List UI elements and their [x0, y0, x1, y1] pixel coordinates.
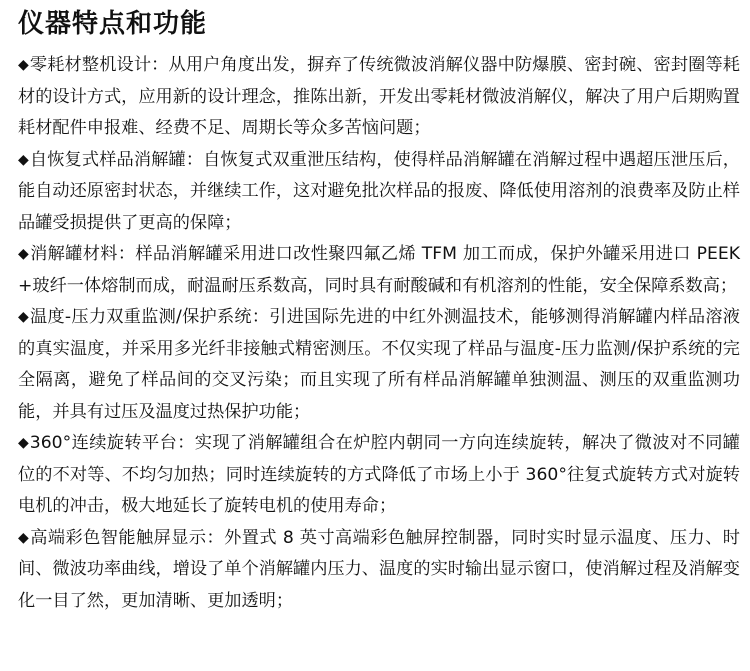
feature-list	[18, 50, 740, 617]
diamond-bullet-icon: ◆	[18, 529, 29, 546]
feature-item-self-recovering-vessel	[18, 145, 740, 240]
diamond-bullet-icon: ◆	[18, 246, 29, 262]
feature-text: 零耗材整机设计：从用户角度出发，摒弃了传统微波消解仪器中防爆膜、密封碗、密封圈等耗材的设计方式，应用新的设计理念，推陈出新，开发出零耗材微波消解仪，解决了用户后期购置耗材配件申报难、经费不足、周期长等众多苦恼问题；	[18, 55, 740, 138]
feature-text: 自恢复式样品消解罐：自恢复式双重泄压结构，使得样品消解罐在消解过程中遇超压泄压后，能自动还原密封状态，并继续工作，这对避免批次样品的报废、降低使用溶剂的浪费率及防止样品罐受损提供了更高的保障；	[18, 149, 740, 233]
feature-item-rotating-platform	[18, 428, 740, 523]
feature-item-dual-monitoring	[18, 302, 740, 428]
feature-text: 温度-压力双重监测/保护系统：引进国际先进的中红外测温技术，能够测得消解罐内样品溶液的真实温度，并采用多光纤非接触式精密测压。不仅实现了样品与温度-压力监测/保护系统的完全隔离，避免了样品间的交叉污染；而且实现了所有样品消解罐单独测温、测压的双重监测功能，并具有过压及温度过热保护功能；	[18, 307, 740, 422]
page-title: 仪器特点和功能	[18, 9, 208, 39]
feature-text: 消解罐材料：样品消解罐采用进口改性聚四氟乙烯 TFM 加工而成，保护外罐采用进口 PEEK+玻纤一体熔制而成，耐温耐压系数高，同时具有耐酸碱和有机溶剂的性能，安全保障系数高；	[18, 244, 740, 296]
feature-text: 高端彩色智能触屏显示：外置式 8 英寸高端彩色触屏控制器，同时实时显示温度、压力、时间、微波功率曲线，增设了单个消解罐内压力、温度的实时输出显示窗口，使消解过程及消解变化一目了然，更加清晰、更加透明；	[18, 527, 740, 611]
feature-item-touch-display	[18, 523, 740, 618]
diamond-bullet-icon: ◆	[18, 435, 29, 451]
feature-item-zero-consumables	[18, 50, 740, 145]
feature-item-vessel-material	[18, 239, 740, 302]
diamond-bullet-icon: ◆	[18, 57, 29, 73]
diamond-bullet-icon: ◆	[18, 151, 29, 168]
diamond-bullet-icon: ◆	[18, 309, 29, 325]
feature-text: 360°连续旋转平台：实现了消解罐组合在炉腔内朝同一方向连续旋转，解决了微波对不同罐位的不对等、不均匀加热；同时连续旋转的方式降低了市场上小于 360°往复式旋转方式对旋转电机的冲击，极大地延长了旋转电机的使用寿命；	[18, 433, 740, 516]
